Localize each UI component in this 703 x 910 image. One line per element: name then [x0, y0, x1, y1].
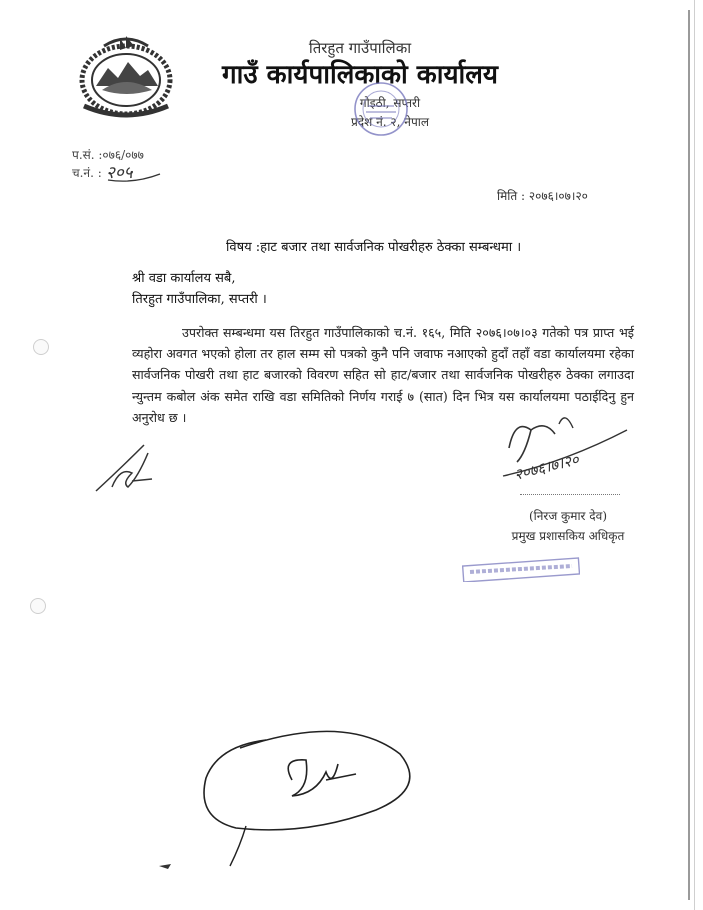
office-location: गोइठी, सप्तरी	[359, 96, 421, 110]
officer-signature	[495, 404, 635, 488]
chalani-label: च.नं. :	[72, 166, 102, 180]
addressee-line-1: श्री वडा कार्यालय सबै,	[132, 271, 236, 286]
large-signature	[196, 718, 426, 868]
punch-hole	[33, 339, 49, 355]
addressee-block	[132, 268, 267, 310]
office-name: गाउँ कार्यपालिकाको कार्यालय	[222, 60, 498, 90]
chalani-value: २०५	[106, 163, 133, 183]
punch-hole	[30, 598, 46, 614]
rectangular-stamp-icon	[462, 556, 580, 582]
ink-mark	[158, 862, 172, 870]
signer-block	[498, 506, 638, 546]
government-emblem-icon	[74, 34, 178, 118]
signer-name: (निरज कुमार देव)	[528, 509, 608, 523]
letter-body: उपरोक्त सम्बन्धमा यस तिरहुत गाउँपालिकाको च.नं. १६५, मिति २०७६।०७।०३ गतेको पत्र प्राप्त भई व्यहोरा अवगत भएको होला तर हाल सम्म सो पत्रको कुनै पनि जवाफ नआएको हुदाँ तहाँ वडा कार्यालयमा रहेका सार्वजनिक पोखरी तथा हाट बजारको विवरण सहित सो हाट/बजार तथा सार्वजनिक पोखरीहरु ठेक्का लगाउदा न्युन्तम कबोल अंक समेत राखि वडा समितिको निर्णय गराई ७ (सात) दिन भित्र यस कार्यालयमा पठाईदिनु हुन अनुरोध छ ।	[132, 325, 634, 425]
letter-date: मिति : २०७६।०७।२०	[497, 189, 588, 203]
initials-signature	[92, 437, 162, 499]
signature-dotted-line	[520, 494, 620, 495]
office-province: प्रदेश नं. २, नेपाल	[350, 115, 430, 129]
chalani-number-handwritten	[104, 160, 164, 184]
scan-edge-light	[694, 0, 695, 910]
signature-date: २०७६।७।२०	[512, 450, 581, 484]
office-stamp-icon	[352, 80, 410, 138]
municipality-name: तिरहुत गाउँपालिका	[308, 39, 412, 57]
signer-title: प्रमुख प्रशासकिय अधिकृत	[511, 529, 625, 543]
addressee-line-2: तिरहुत गाउँपालिका, सप्तरी ।	[132, 292, 267, 307]
subject-line: विषय :हाट बजार तथा सार्वजनिक पोखरीहरु ठेक्का सम्बन्धमा ।	[226, 240, 522, 255]
scan-edge	[688, 10, 690, 900]
patra-sankhya: प.सं. :०७६/०७७	[72, 148, 144, 162]
